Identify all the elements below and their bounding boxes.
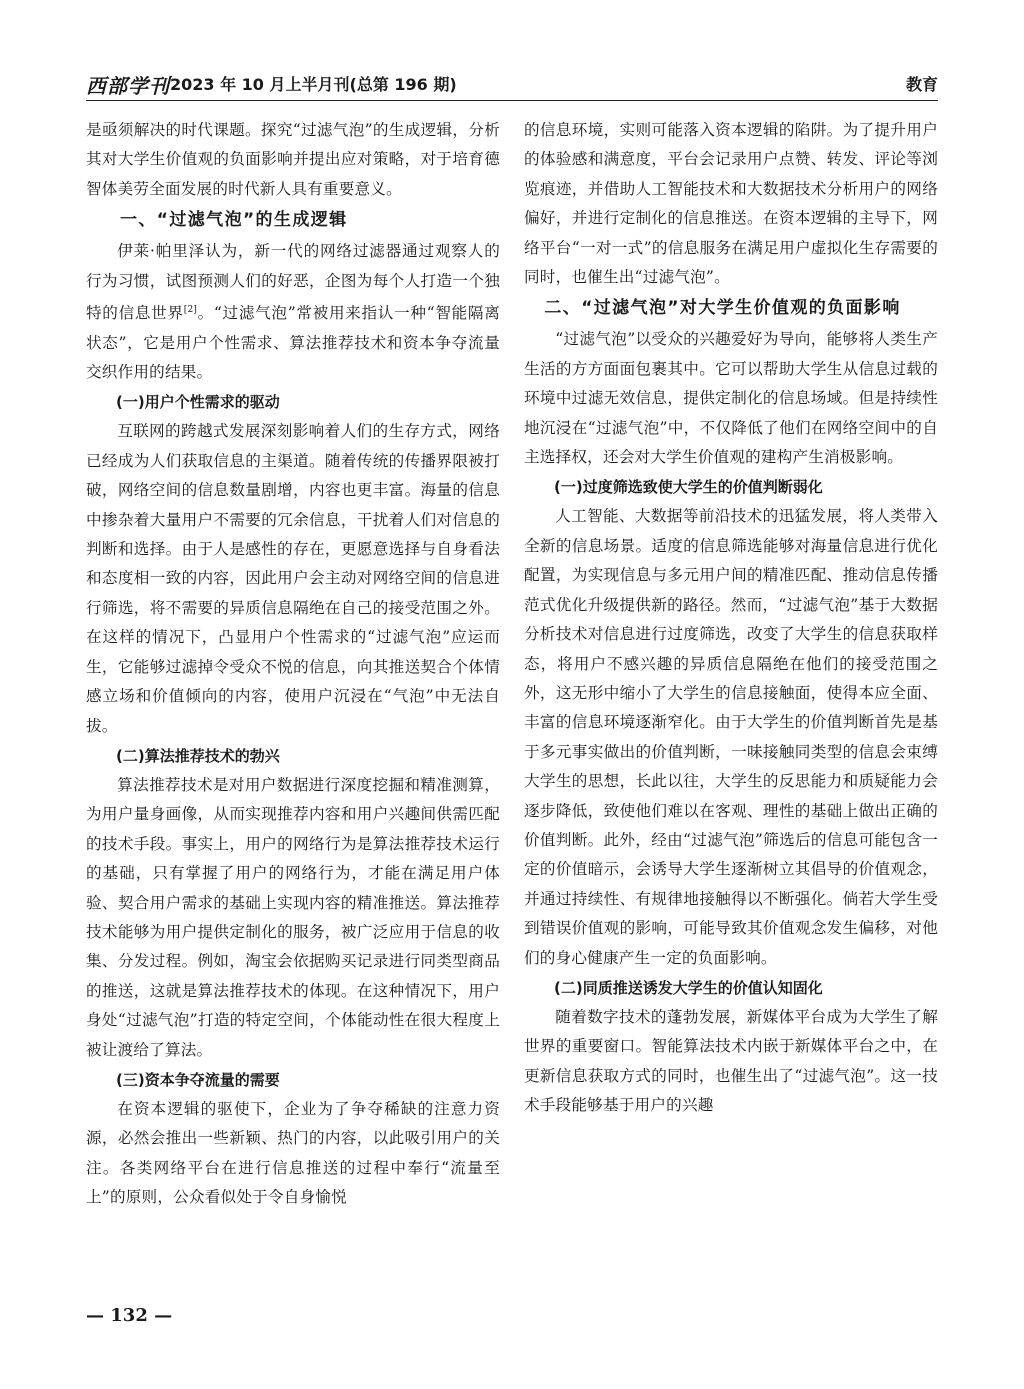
paragraph: “过滤气泡”以受众的兴趣爱好为导向，能够将人类生产生活的方方面面包裹其中。它可以帮助大学生从信息过载的环境中过滤无效信息，提供定制化的信息场域。但是持续性地沉浸在“过滤气泡”中，不仅降低了他们在网络空间中的自主选择权，还会对大学生价值观的建构产生消极影响。 (524, 330, 938, 467)
paragraph: 人工智能、大数据等前沿技术的迅猛发展，将人类带入全新的信息场景。适度的信息筛选能够对海量信息进行优化配置，为实现信息与多元用户间的精准匹配、推动信息传播范式优化升级提供新的路径。然而，“过滤气泡”基于大数据分析技术对信息进行过度筛选，改变了大学生的信息获取样态，将用户不感兴趣的异质信息隔绝在他们的接受范围之外，这无形中缩小了大学生的信息接触面，使得本应全面、丰富的信息环境逐渐窄化。由于大学生的价值判断首先是基于多元事实做出的价值判断，一味接触同类型的信息会束缚大学生的思想，长此以往，大学生的反思能力和质疑能力会逐步降低，致使他们难以在客观、理性的基础上做出正确的价值判断。此外，经由“过滤气泡”筛选后的信息可能包含一定的价值暗示，会诱导大学生逐渐树立其倡导的价值观念，并通过持续性、有规律地接触得以不断强化。倘若大学生受到错误价值观的影响，可能导致其价值观念发生偏移，对他们的身心健康产生一定的负面影响。 (524, 507, 938, 967)
paragraph: 互联网的跨越式发展深刻影响着人们的生存方式，网络已经成为人们获取信息的主渠道。随着传统的传播界限被打破，网络空间的信息数量剧增，内容也更丰富。海量的信息中掺杂着大量用户不需要的冗余信息，干扰着人们对信息的判断和选择。由于人是感性的存在，更愿意选择与自身看法和态度相一致的内容，因此用户会主动对网络空间的信息进行筛选，将不需要的异质信息隔绝在自己的接受范围之外。在这样的情况下，凸显用户个性需求的“过滤气泡”应运而生，它能够过滤掉令受众不悦的信息，向其推送契合个体情感立场和价值倾向的内容，使用户沉浸在“气泡”中无法自拔。 (86, 422, 500, 735)
paragraph-text: 。“过滤气泡”常被用来指认一种“智能隔离状态”，它是用户个性需求、算法推荐技术和资本争夺流量交织作用的结果。 (86, 304, 500, 382)
subsection-heading: (一)过度筛选致使大学生的价值判断弱化 (554, 478, 823, 497)
issue-info: 2023 年 10 月上半月刊(总第 196 期) (170, 75, 457, 94)
paragraph (86, 237, 500, 387)
right-column (524, 116, 938, 1121)
paragraph: 算法推荐技术是对用户数据进行深度挖掘和精准测算，为用户量身画像，从而实现推荐内容和用户兴趣间供需匹配的技术手段。事实上，用户的网络行为是算法推荐技术运行的基础，只有掌握了用户的网络行为，才能在满足用户体验、契合用户需求的基础上实现内容的精准推送。算法推荐技术能够为用户提供定制化的服务，被广泛应用于信息的收集、分发过程。例如，淘宝会依据购买记录进行同类型商品的推送，这就是算法推荐技术的体现。在这种情况下，用户身处“过滤气泡”打造的特定空间，个体能动性在很大程度上被让渡给了算法。 (86, 775, 500, 1059)
subsection-heading: (二)算法推荐技术的勃兴 (116, 746, 280, 765)
paragraph: 随着数字技术的蓬勃发展，新媒体平台成为大学生了解世界的重要窗口。智能算法技术内嵌于新媒体平台之中，在更新信息获取方式的同时，也催生出了“过滤气泡”。这一技术手段能够基于用户的兴趣 (524, 1007, 938, 1115)
section-heading-1: 一、“过滤气泡”的生成逻辑 (120, 210, 348, 231)
subsection-heading: (一)用户个性需求的驱动 (116, 393, 280, 412)
section-heading-2: 二、“过滤气泡”对大学生价值观的负面影响 (544, 298, 901, 319)
citation-ref: [2] (183, 305, 198, 316)
paragraph: 的信息环境，实则可能落入资本逻辑的陷阱。为了提升用户的体验感和满意度，平台会记录用户点赞、转发、评论等浏览痕迹，并借助人工智能技术和大数据技术分析用户的网络偏好，并进行定制化的信息推送。在资本逻辑的主导下，网络平台“一对一式”的信息服务在满足用户虚拟化生存需要的同时，也催生出“过滤气泡”。 (524, 121, 938, 287)
section-tag: 教育 (905, 75, 938, 94)
subsection-heading: (二)同质推送诱发大学生的价值认知固化 (554, 978, 823, 997)
left-column (86, 116, 500, 1213)
subsection-heading: (三)资本争夺流量的需要 (116, 1070, 280, 1089)
paragraph-text: 伊莱·帕里泽认为，新一代的网络过滤器通过观察人的行为习惯，试图预测人们的好恶，企图为每个人打造一个独特的信息世界 (86, 242, 500, 323)
paragraph: 是亟须解决的时代课题。探究“过滤气泡”的生成逻辑，分析其对大学生价值观的负面影响并提出应对策略，对于培育德智体美劳全面发展的时代新人具有重要意义。 (86, 121, 500, 198)
paragraph: 在资本逻辑的驱使下，企业为了争夺稀缺的注意力资源，必然会推出一些新颖、热门的内容，以此吸引用户的关注。各类网络平台在进行信息推送的过程中奉行“流量至上”的原则，公众看似处于令自身愉悦 (86, 1099, 500, 1207)
running-header (86, 68, 938, 101)
journal-logo: 西部学刊 (86, 74, 170, 98)
page-number: — 132 — (86, 1305, 173, 1326)
